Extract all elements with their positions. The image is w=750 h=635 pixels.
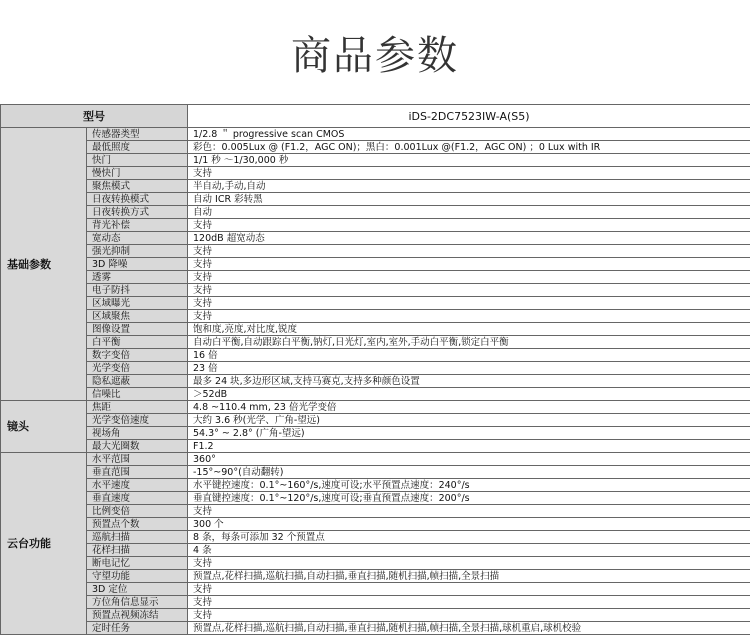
model-value: iDS-2DC7523IW-A(S5) <box>188 105 750 128</box>
spec-label: 信噪比 <box>87 388 188 401</box>
spec-label: 视场角 <box>87 427 188 440</box>
spec-row <box>1 388 750 401</box>
spec-row <box>1 206 750 219</box>
spec-row <box>1 596 750 609</box>
spec-label: 光学变倍 <box>87 362 188 375</box>
spec-row <box>1 453 750 466</box>
spec-row <box>1 544 750 557</box>
spec-label: 宽动态 <box>87 232 188 245</box>
spec-label: 白平衡 <box>87 336 188 349</box>
spec-row <box>1 167 750 180</box>
spec-value: 最多 24 块,多边形区域,支持马赛克,支持多种颜色设置 <box>188 375 750 388</box>
spec-value: 支持 <box>188 583 750 596</box>
spec-label: 强光抑制 <box>87 245 188 258</box>
spec-value: 120dB 超宽动态 <box>188 232 750 245</box>
spec-table <box>0 104 750 635</box>
spec-row <box>1 401 750 414</box>
spec-row <box>1 427 750 440</box>
spec-value: 支持 <box>188 310 750 323</box>
spec-row <box>1 440 750 453</box>
model-row <box>1 105 750 128</box>
spec-value: 支持 <box>188 167 750 180</box>
spec-value: 16 倍 <box>188 349 750 362</box>
spec-row <box>1 141 750 154</box>
spec-label: 区域聚焦 <box>87 310 188 323</box>
spec-row <box>1 271 750 284</box>
spec-row <box>1 583 750 596</box>
category-cell: 基础参数 <box>1 128 87 401</box>
page-title: 商品参数 <box>291 32 459 79</box>
spec-row <box>1 466 750 479</box>
spec-label: 巡航扫描 <box>87 531 188 544</box>
spec-row <box>1 349 750 362</box>
spec-label: 预置点个数 <box>87 518 188 531</box>
spec-label: 图像设置 <box>87 323 188 336</box>
spec-value: 支持 <box>188 557 750 570</box>
spec-value: F1.2 <box>188 440 750 453</box>
spec-value: 支持 <box>188 271 750 284</box>
spec-label: 定时任务 <box>87 622 188 635</box>
spec-value: 饱和度,亮度,对比度,锐度 <box>188 323 750 336</box>
spec-label: 透雾 <box>87 271 188 284</box>
spec-value: 垂直键控速度：0.1°~120°/s,速度可设;垂直预置点速度：200°/s <box>188 492 750 505</box>
spec-label: 慢快门 <box>87 167 188 180</box>
spec-row <box>1 414 750 427</box>
spec-label: 预置点视频冻结 <box>87 609 188 622</box>
spec-row <box>1 284 750 297</box>
spec-row <box>1 258 750 271</box>
spec-row <box>1 609 750 622</box>
spec-row <box>1 531 750 544</box>
spec-label: 断电记忆 <box>87 557 188 570</box>
spec-value: 预置点,花样扫描,巡航扫描,自动扫描,垂直扫描,随机扫描,帧扫描,全景扫描 <box>188 570 750 583</box>
spec-value: 支持 <box>188 258 750 271</box>
spec-label: 垂直范围 <box>87 466 188 479</box>
spec-row <box>1 492 750 505</box>
spec-row <box>1 557 750 570</box>
spec-value: -15°~90°(自动翻转) <box>188 466 750 479</box>
spec-value: 自动 ICR 彩转黑 <box>188 193 750 206</box>
spec-value: 支持 <box>188 284 750 297</box>
spec-label: 日夜转换方式 <box>87 206 188 219</box>
spec-value: 支持 <box>188 297 750 310</box>
spec-value: 预置点,花样扫描,巡航扫描,自动扫描,垂直扫描,随机扫描,帧扫描,全景扫描,球机重启,球机校验 <box>188 622 750 635</box>
spec-row <box>1 323 750 336</box>
spec-label: 垂直速度 <box>87 492 188 505</box>
spec-label: 3D 降噪 <box>87 258 188 271</box>
spec-label: 传感器类型 <box>87 128 188 141</box>
spec-row <box>1 505 750 518</box>
spec-value: 支持 <box>188 245 750 258</box>
spec-label: 日夜转换模式 <box>87 193 188 206</box>
spec-row <box>1 193 750 206</box>
spec-label: 水平速度 <box>87 479 188 492</box>
spec-value: 54.3° ~ 2.8° (广角-望远) <box>188 427 750 440</box>
spec-row <box>1 479 750 492</box>
spec-label: 背光补偿 <box>87 219 188 232</box>
spec-value: 支持 <box>188 505 750 518</box>
spec-value: 自动 <box>188 206 750 219</box>
spec-value: 支持 <box>188 609 750 622</box>
spec-row <box>1 180 750 193</box>
spec-row <box>1 375 750 388</box>
spec-label: 区域曝光 <box>87 297 188 310</box>
spec-value: 4.8 ~110.4 mm, 23 倍光学变倍 <box>188 401 750 414</box>
spec-label: 比例变倍 <box>87 505 188 518</box>
spec-row <box>1 128 750 141</box>
spec-value: 半自动,手动,自动 <box>188 180 750 193</box>
spec-row <box>1 245 750 258</box>
spec-label: 焦距 <box>87 401 188 414</box>
spec-value: 360° <box>188 453 750 466</box>
spec-row <box>1 570 750 583</box>
spec-value: 8 条，每条可添加 32 个预置点 <box>188 531 750 544</box>
spec-label: 3D 定位 <box>87 583 188 596</box>
spec-label: 数字变倍 <box>87 349 188 362</box>
spec-value: 23 倍 <box>188 362 750 375</box>
spec-label: 快门 <box>87 154 188 167</box>
spec-value: 彩色：0.005Lux @ (F1.2，AGC ON)；黑白：0.001Lux @(F1.2，AGC ON) ；0 Lux with IR <box>188 141 750 154</box>
spec-label: 聚焦模式 <box>87 180 188 193</box>
spec-label: 最低照度 <box>87 141 188 154</box>
spec-value: 支持 <box>188 596 750 609</box>
spec-label: 方位角信息显示 <box>87 596 188 609</box>
spec-value: 水平键控速度：0.1°~160°/s,速度可设;水平预置点速度：240°/s <box>188 479 750 492</box>
spec-row <box>1 310 750 323</box>
spec-label: 最大光圈数 <box>87 440 188 453</box>
spec-value: 大约 3.6 秒(光学、广角-望远) <box>188 414 750 427</box>
spec-label: 水平范围 <box>87 453 188 466</box>
spec-row <box>1 622 750 635</box>
spec-label: 花样扫描 <box>87 544 188 557</box>
spec-value: 1/2.8 ＂ progressive scan CMOS <box>188 128 750 141</box>
spec-value: 4 条 <box>188 544 750 557</box>
spec-value: 1/1 秒 ～1/30,000 秒 <box>188 154 750 167</box>
spec-row <box>1 336 750 349</box>
spec-row <box>1 518 750 531</box>
spec-row <box>1 154 750 167</box>
category-cell: 云台功能 <box>1 453 87 635</box>
spec-value: 支持 <box>188 219 750 232</box>
spec-row <box>1 232 750 245</box>
spec-label: 隐私遮蔽 <box>87 375 188 388</box>
spec-value: 自动白平衡,自动跟踪白平衡,钠灯,日光灯,室内,室外,手动白平衡,锁定白平衡 <box>188 336 750 349</box>
spec-label: 守望功能 <box>87 570 188 583</box>
spec-value: 300 个 <box>188 518 750 531</box>
spec-label: 光学变倍速度 <box>87 414 188 427</box>
spec-row <box>1 362 750 375</box>
spec-label: 电子防抖 <box>87 284 188 297</box>
spec-value: ＞52dB <box>188 388 750 401</box>
spec-table-body <box>1 105 750 635</box>
spec-row <box>1 297 750 310</box>
spec-row <box>1 219 750 232</box>
model-label: 型号 <box>1 105 188 128</box>
category-cell: 镜头 <box>1 401 87 453</box>
